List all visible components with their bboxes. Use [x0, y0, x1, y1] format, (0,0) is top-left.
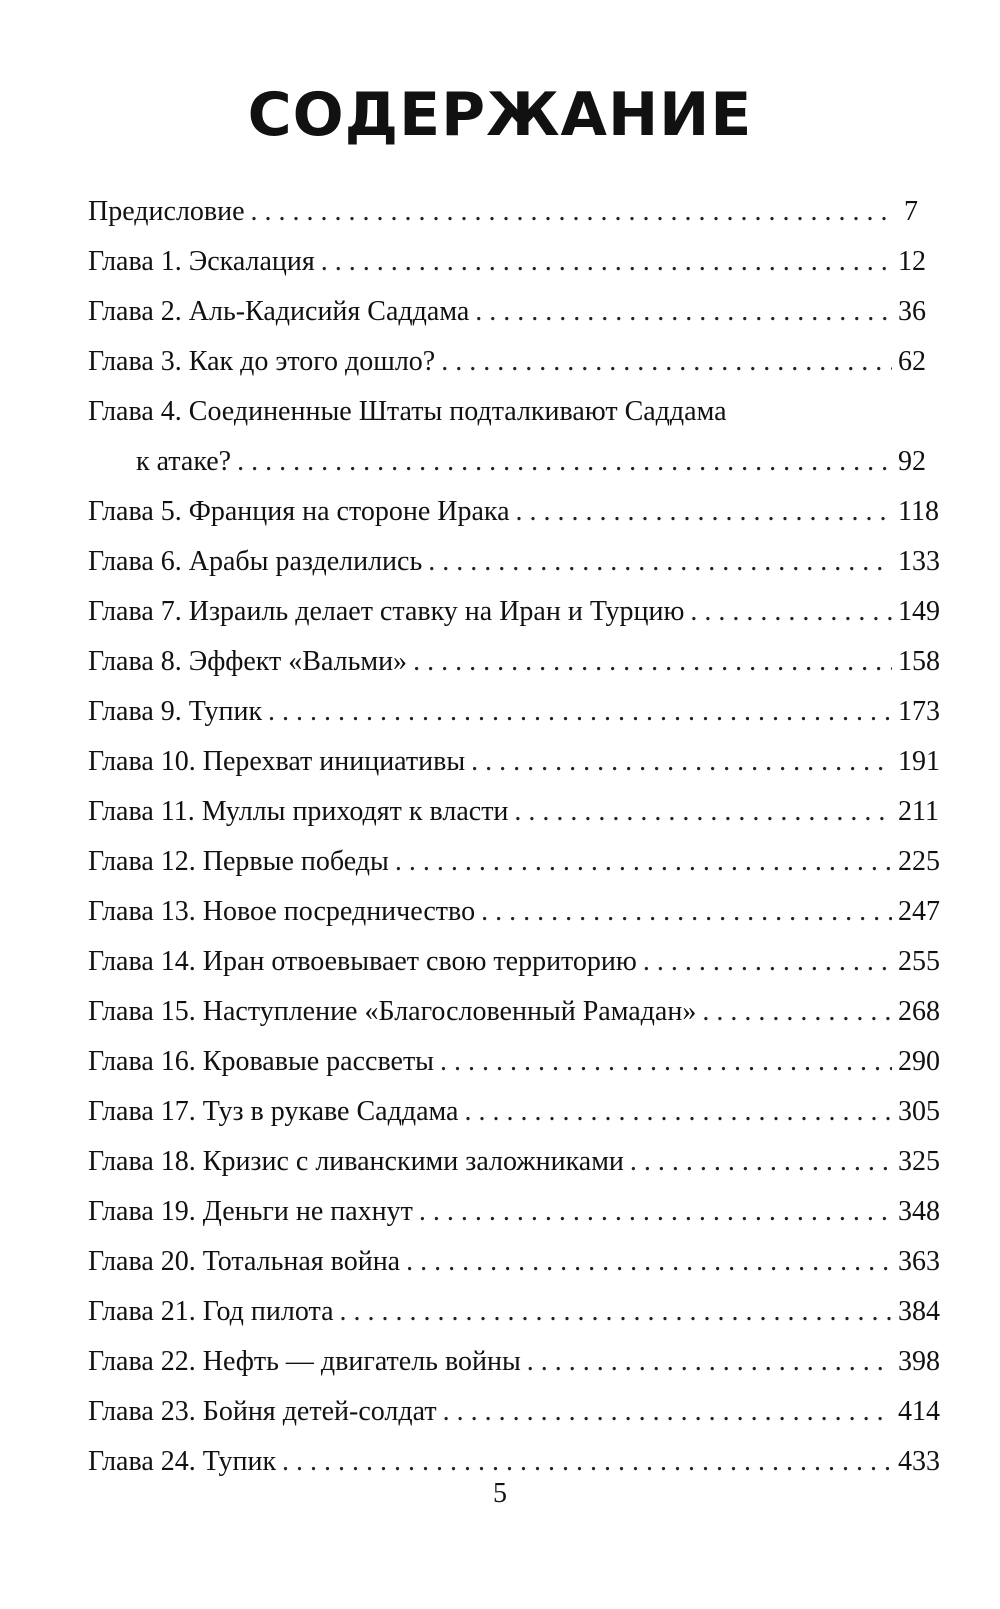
toc-entry-chapter-14	[88, 937, 940, 987]
toc-entry-preface	[88, 187, 918, 237]
toc-entry-label-continuation: к атаке?	[136, 446, 232, 477]
toc-entry-chapter-10	[88, 737, 940, 787]
toc-entry-chapter-22	[88, 1337, 940, 1387]
dot-leader	[321, 237, 892, 287]
toc-entry-chapter-21	[88, 1287, 940, 1337]
toc-entry-chapter-12	[88, 837, 940, 887]
dot-leader	[340, 1287, 892, 1337]
toc-entry-page: 268	[898, 996, 940, 1027]
dot-leader	[471, 737, 892, 787]
toc-entry-page: 62	[898, 346, 926, 377]
toc-entry-label: Глава 2. Аль-Кадисийя Саддама	[88, 296, 470, 327]
toc-entry-page: 247	[898, 896, 940, 927]
dot-leader	[514, 787, 892, 837]
toc-entry-chapter-6	[88, 537, 940, 587]
toc-entry-label: Глава 13. Новое посредничество	[88, 896, 476, 927]
toc-entry-chapter-2	[88, 287, 926, 337]
toc-entry-label: Глава 7. Израиль делает ставку на Иран и Турцию	[88, 596, 685, 627]
toc-entry-label: Глава 6. Арабы разделились	[88, 546, 423, 577]
toc-entry-page: 7	[904, 196, 918, 227]
toc-entry-page: 414	[898, 1396, 940, 1427]
toc-entry-label: Глава 1. Эскалация	[88, 246, 315, 277]
toc-entry-label: Глава 8. Эффект «Вальми»	[88, 646, 408, 677]
toc-entry-page: 191	[898, 746, 940, 777]
toc-entry-label: Глава 23. Бойня детей-солдат	[88, 1396, 437, 1427]
toc-entry-page: 12	[898, 246, 926, 277]
toc-entry-page: 36	[898, 296, 926, 327]
toc-entry-label: Глава 12. Первые победы	[88, 846, 389, 877]
toc-entry-page: 255	[898, 946, 940, 977]
toc-entry-label: Глава 9. Тупик	[88, 696, 263, 727]
toc-entry-page: 149	[898, 596, 940, 627]
toc-entry-label: Глава 4. Соединенные Штаты подталкивают Саддама	[88, 396, 727, 427]
dot-leader	[630, 1137, 892, 1187]
toc-entry-label: Глава 10. Перехват инициативы	[88, 746, 466, 777]
toc-entry-label: Глава 3. Как до этого дошло?	[88, 346, 436, 377]
toc-entry-page: 173	[898, 696, 940, 727]
toc-entry-chapter-9	[88, 687, 940, 737]
toc-entry-page: 325	[898, 1146, 940, 1177]
toc-entry-label: Глава 20. Тотальная война	[88, 1246, 401, 1277]
toc-entry-page: 433	[898, 1446, 940, 1477]
toc-entry-page: 118	[898, 496, 939, 527]
toc-entry-label: Глава 21. Год пилота	[88, 1296, 334, 1327]
dot-leader	[428, 537, 892, 587]
dot-leader	[268, 687, 892, 737]
toc-entry-label: Глава 19. Деньги не пахнут	[88, 1196, 413, 1227]
dot-leader	[395, 837, 892, 887]
dot-leader	[440, 1037, 892, 1087]
toc-entry-page: 225	[898, 846, 940, 877]
toc-entry-chapter-4-continuation	[88, 437, 926, 487]
dot-leader	[475, 287, 892, 337]
page-number: 5	[493, 1478, 507, 1509]
toc-entry-label: Глава 24. Тупик	[88, 1446, 277, 1477]
toc-entry-chapter-1	[88, 237, 926, 287]
dot-leader	[481, 887, 892, 937]
toc-entry-chapter-16	[88, 1037, 940, 1087]
dot-leader	[419, 1187, 892, 1237]
toc-entry-label: Глава 18. Кризис с ливанскими заложниками	[88, 1146, 624, 1177]
toc-entry-chapter-17	[88, 1087, 940, 1137]
dot-leader	[516, 487, 892, 537]
toc-entry-chapter-7	[88, 587, 940, 637]
toc-entry-page: 211	[898, 796, 939, 827]
dot-leader	[251, 187, 892, 237]
page-title: СОДЕРЖАНИЕ	[247, 80, 753, 150]
toc-entry-page: 133	[898, 546, 940, 577]
toc-entry-label: Глава 16. Кровавые рассветы	[88, 1046, 434, 1077]
toc-entry-chapter-3	[88, 337, 926, 387]
toc-entry-chapter-15	[88, 987, 940, 1037]
toc-entry-chapter-13	[88, 887, 940, 937]
toc-entry-page: 348	[898, 1196, 940, 1227]
toc-entry-chapter-18	[88, 1137, 940, 1187]
toc-entry-chapter-5	[88, 487, 939, 537]
toc-entry-label: Глава 15. Наступление «Благословенный Рамадан»	[88, 996, 697, 1027]
toc-entry-page: 305	[898, 1096, 940, 1127]
toc-entry-chapter-8	[88, 637, 940, 687]
toc-entry-label: Глава 17. Туз в рукаве Саддама	[88, 1096, 459, 1127]
toc-entry-page: 398	[898, 1346, 940, 1377]
toc-entry-page: 290	[898, 1046, 940, 1077]
toc-entry-chapter-23	[88, 1387, 940, 1437]
dot-leader	[702, 987, 892, 1037]
table-of-contents	[88, 187, 940, 1487]
toc-entry-page: 92	[898, 446, 926, 477]
dot-leader	[527, 1337, 892, 1387]
toc-entry-label: Глава 5. Франция на стороне Ирака	[88, 496, 510, 527]
dot-leader	[643, 937, 892, 987]
dot-leader	[464, 1087, 892, 1137]
toc-entry-label: Глава 22. Нефть — двигатель войны	[88, 1346, 521, 1377]
dot-leader	[406, 1237, 892, 1287]
toc-entry-page: 158	[898, 646, 940, 677]
toc-entry-chapter-19	[88, 1187, 940, 1237]
toc-entry-label: Глава 14. Иран отвоевывает свою территорию	[88, 946, 637, 977]
toc-entry-label: Предисловие	[88, 196, 245, 227]
toc-entry-chapter-4	[88, 387, 918, 437]
toc-entry-chapter-20	[88, 1237, 940, 1287]
toc-entry-label: Глава 11. Муллы приходят к власти	[88, 796, 509, 827]
dot-leader	[413, 637, 892, 687]
dot-leader	[441, 337, 892, 387]
toc-entry-page: 384	[898, 1296, 940, 1327]
dot-leader	[443, 1387, 892, 1437]
dot-leader	[237, 437, 892, 487]
toc-entry-chapter-11	[88, 787, 939, 837]
dot-leader	[690, 587, 892, 637]
toc-entry-page: 363	[898, 1246, 940, 1277]
